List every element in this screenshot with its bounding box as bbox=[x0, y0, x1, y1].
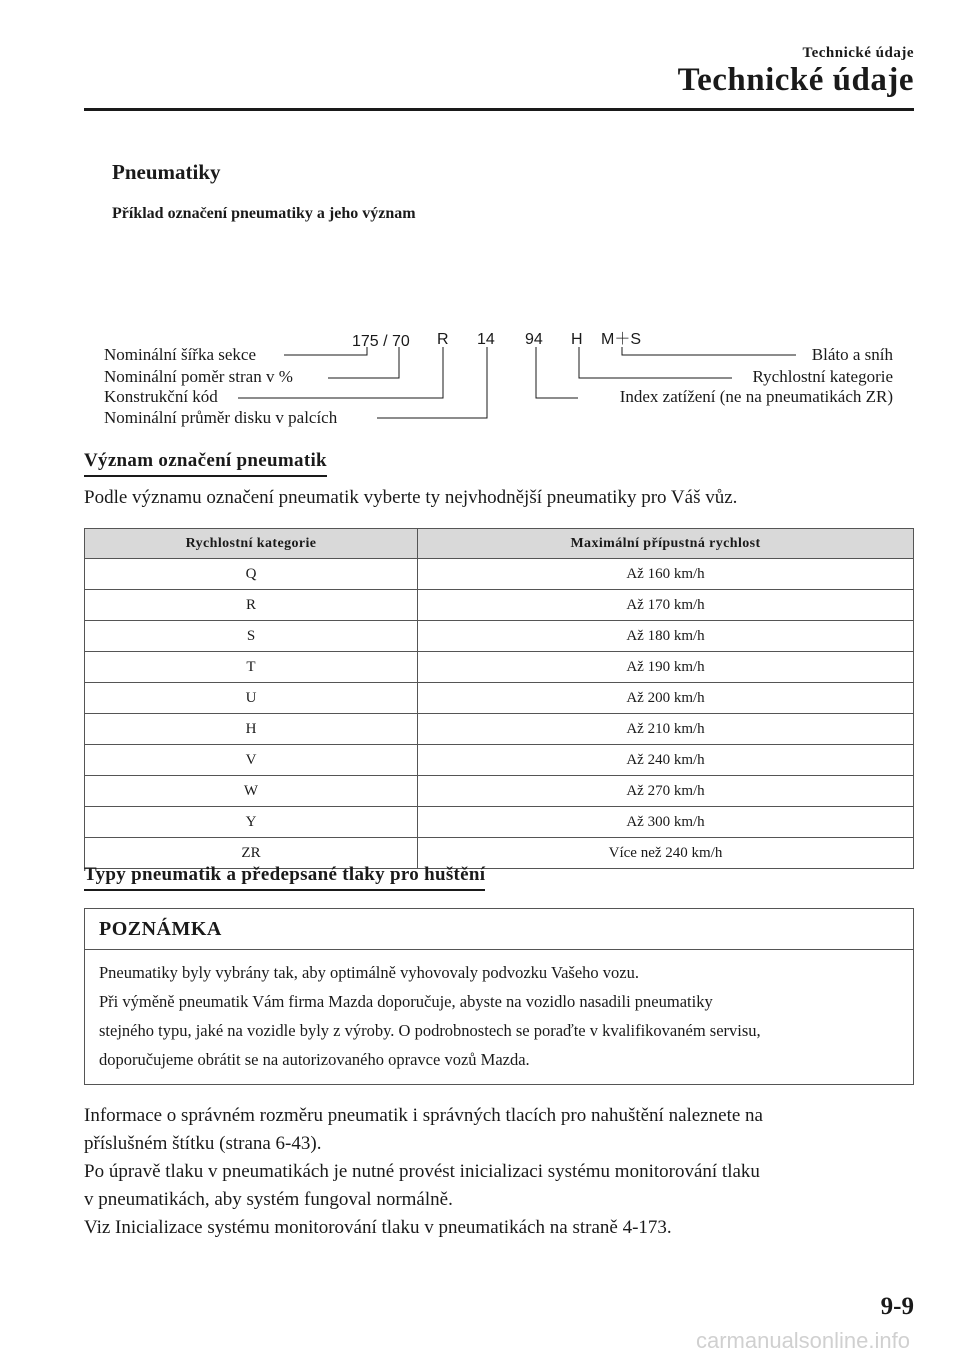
table-row bbox=[85, 683, 914, 714]
table-cell: Až 270 km/h bbox=[418, 776, 914, 807]
table-cell: W bbox=[85, 776, 418, 807]
tire-code-row bbox=[352, 331, 641, 350]
table-row bbox=[85, 590, 914, 621]
note-line: Při výměně pneumatik Vám firma Mazda doporučuje, abyste na vozidlo nasadili pneumatiky bbox=[99, 992, 713, 1011]
note-body bbox=[85, 950, 913, 1084]
table-header-row bbox=[85, 529, 914, 559]
header-rule bbox=[84, 108, 914, 111]
code-load: 94 bbox=[525, 331, 543, 348]
table-row bbox=[85, 621, 914, 652]
table-cell: Až 300 km/h bbox=[418, 807, 914, 838]
label-aspect-ratio: Nominální poměr stran v % bbox=[104, 367, 293, 386]
label-speed-category: Rychlostní kategorie bbox=[752, 367, 893, 386]
table-cell: S bbox=[85, 621, 418, 652]
table-cell: U bbox=[85, 683, 418, 714]
table-cell: Až 210 km/h bbox=[418, 714, 914, 745]
table-cell: Až 240 km/h bbox=[418, 745, 914, 776]
label-section-width: Nominální šířka sekce bbox=[104, 345, 257, 364]
table-cell: Až 190 km/h bbox=[418, 652, 914, 683]
code-construction: R bbox=[437, 331, 449, 348]
tire-types-heading: Typy pneumatik a předepsané tlaky pro huštění bbox=[84, 864, 485, 891]
table-cell: Až 160 km/h bbox=[418, 559, 914, 590]
table-cell: T bbox=[85, 652, 418, 683]
table-cell: ZR bbox=[85, 838, 418, 869]
table-row bbox=[85, 776, 914, 807]
table-row bbox=[85, 559, 914, 590]
table-row bbox=[85, 652, 914, 683]
info-paragraph bbox=[84, 1102, 763, 1242]
label-rim-diameter: Nominální průměr disku v palcích bbox=[104, 408, 338, 427]
info-line: Po úpravě tlaku v pneumatikách je nutné provést inicializaci systému monitorování tlaku bbox=[84, 1161, 760, 1182]
table-cell: Více než 240 km/h bbox=[418, 838, 914, 869]
code-rim: 14 bbox=[477, 331, 495, 348]
header-section-title: Technické údaje bbox=[677, 62, 914, 98]
info-line: v pneumatikách, aby systém fungoval normálně. bbox=[84, 1189, 453, 1210]
note-line: stejného typu, jaké na vozidle byly z výroby. O podrobnostech se poraďte v kvalifikovaném servisu, bbox=[99, 1021, 761, 1040]
table-header-speed-category: Rychlostní kategorie bbox=[85, 529, 418, 559]
table-header-max-speed: Maximální přípustná rychlost bbox=[418, 529, 914, 559]
code-size: 175 / 70 bbox=[352, 333, 410, 350]
table-cell: Y bbox=[85, 807, 418, 838]
label-load-index: Index zatížení (ne na pneumatikách ZR) bbox=[619, 387, 893, 406]
meaning-intro: Podle významu označení pneumatik vyberte ty nejvhodnější pneumatiky pro Váš vůz. bbox=[84, 487, 738, 508]
code-speed: H bbox=[571, 331, 583, 348]
table-row bbox=[85, 807, 914, 838]
note-box bbox=[84, 908, 914, 1085]
label-mud-snow: Bláto a sníh bbox=[811, 345, 893, 364]
tires-heading: Pneumatiky bbox=[112, 160, 221, 184]
tire-marking-diagram bbox=[0, 320, 960, 430]
meaning-heading: Význam označení pneumatik bbox=[84, 450, 327, 477]
table-cell: Až 180 km/h bbox=[418, 621, 914, 652]
table-cell: Až 170 km/h bbox=[418, 590, 914, 621]
tire-example-heading: Příklad označení pneumatiky a jeho význam bbox=[112, 205, 416, 222]
speed-category-table bbox=[84, 528, 914, 869]
watermark: carmanualsonline.info bbox=[695, 1328, 910, 1353]
info-line: Viz Inicializace systému monitorování tlaku v pneumatikách na straně 4-173. bbox=[84, 1217, 672, 1238]
table-cell: Q bbox=[85, 559, 418, 590]
info-line: příslušném štítku (strana 6-43). bbox=[84, 1133, 322, 1154]
table-cell: H bbox=[85, 714, 418, 745]
note-line: Pneumatiky byly vybrány tak, aby optimálně vyhovovaly podvozku Vašeho vozu. bbox=[99, 963, 639, 982]
table-row bbox=[85, 714, 914, 745]
page-number: 9-9 bbox=[880, 1293, 914, 1320]
note-title: POZNÁMKA bbox=[85, 909, 913, 950]
info-line: Informace o správném rozměru pneumatik i správných tlacích pro nahuštění naleznete na bbox=[84, 1105, 763, 1126]
table-cell: V bbox=[85, 745, 418, 776]
table-cell: Až 200 km/h bbox=[418, 683, 914, 714]
header-section-small: Technické údaje bbox=[802, 45, 914, 61]
table-cell: R bbox=[85, 590, 418, 621]
label-construction: Konstrukční kód bbox=[104, 387, 218, 406]
code-mud-snow: M＋S bbox=[601, 331, 642, 348]
table-row bbox=[85, 745, 914, 776]
note-line: doporučujeme obrátit se na autorizovaného opravce vozů Mazda. bbox=[99, 1050, 530, 1069]
